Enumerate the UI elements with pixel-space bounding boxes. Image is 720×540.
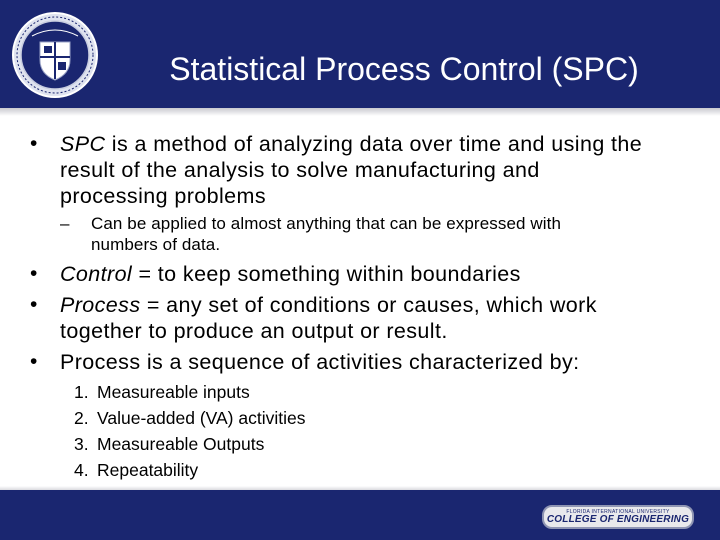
bullet-marker: • <box>30 293 38 316</box>
bullet-spc-line-1: SPC is a method of analyzing data over time and using the <box>60 132 643 156</box>
badge-university-text: FLORIDA INTERNATIONAL UNIVERSITY <box>566 509 670 515</box>
list-item: Value-added (VA) activities <box>97 408 306 428</box>
sub-bullet-line-1: Can be applied to almost anything that can be expressed with <box>91 214 562 233</box>
bullet-spc-line-3: processing problems <box>60 184 266 208</box>
bullet-sequence: Process is a sequence of activities characterized by: <box>60 350 580 374</box>
bullet-process-line-1: Process = any set of conditions or causes, which work <box>60 293 597 317</box>
bullet-marker: • <box>30 350 38 373</box>
sub-bullet-line-2: numbers of data. <box>91 235 221 254</box>
list-number: 2. <box>74 408 89 428</box>
title-bar-divider <box>0 108 720 116</box>
list-number: 3. <box>74 434 89 454</box>
bullet-marker: • <box>30 132 38 155</box>
list-number: 4. <box>74 460 89 480</box>
sub-bullet-dash: – <box>60 214 70 233</box>
bullet-process-line-2: together to produce an output or result. <box>60 319 448 343</box>
university-seal-icon <box>10 10 100 100</box>
list-item: Measureable Outputs <box>97 434 265 454</box>
bullet-spc-line-2: result of the analysis to solve manufacturing and <box>60 158 540 182</box>
college-badge <box>542 505 694 529</box>
slide-title: Statistical Process Control (SPC) <box>169 51 639 87</box>
list-item: Measureable inputs <box>97 382 250 402</box>
bullet-control: Control = to keep something within boundaries <box>60 262 521 286</box>
list-number: 1. <box>74 382 89 402</box>
list-item: Repeatability <box>97 460 199 480</box>
badge-college-text: COLLEGE OF ENGINEERING <box>546 514 690 525</box>
bullet-marker: • <box>30 262 38 285</box>
